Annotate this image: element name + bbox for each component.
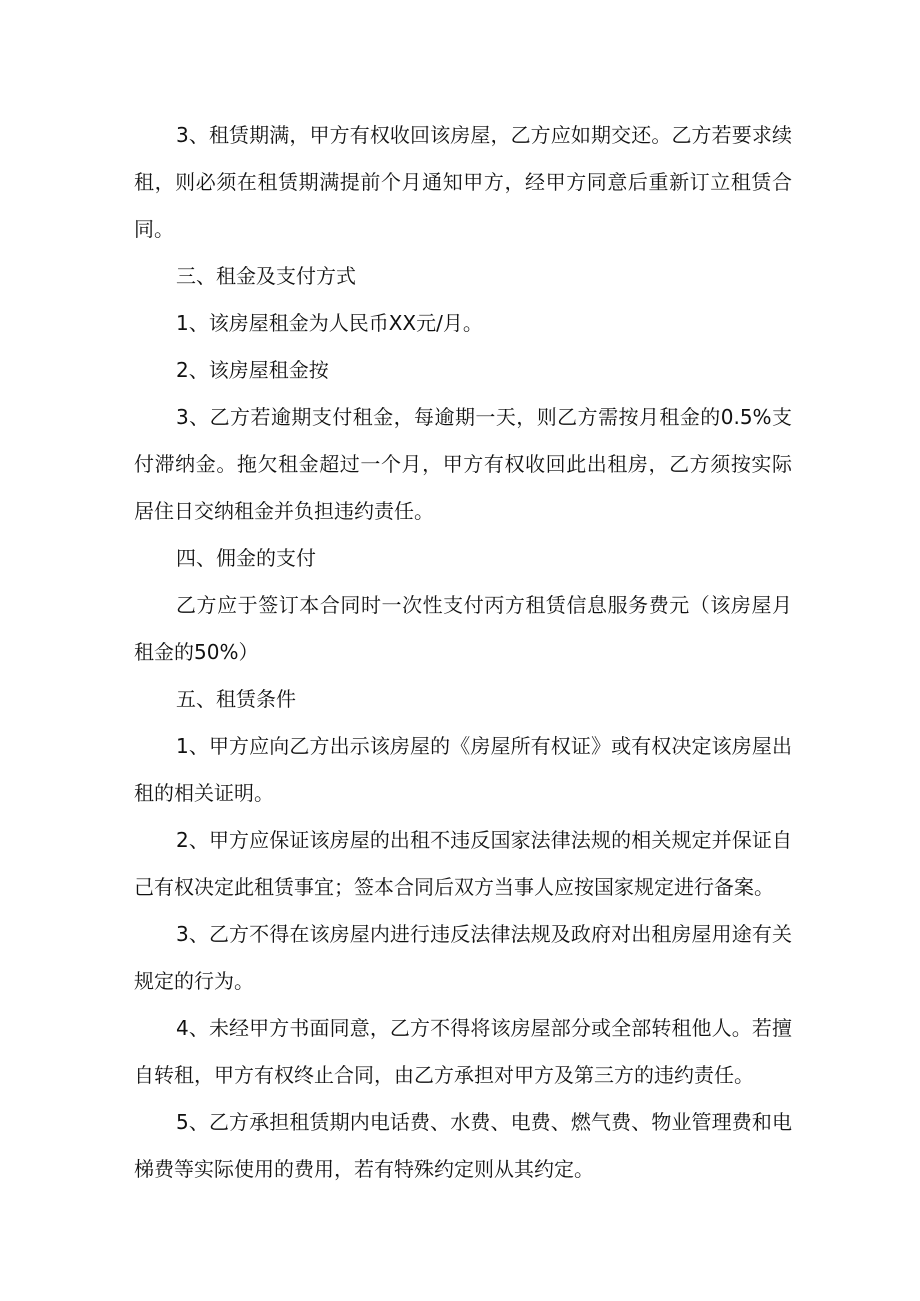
paragraph-condition-5: 5、乙方承担租赁期内电话费、水费、电费、燃气费、物业管理费和电梯费等实际使用的费用，若有特殊约定则从其约定。 bbox=[134, 1110, 792, 1181]
heading-commission: 四、佣金的支付 bbox=[176, 546, 316, 570]
paragraph-late-payment: 3、乙方若逾期支付租金，每逾期一天，则乙方需按月租金的0.5%支付滞纳金。拖欠租金超过一个月，甲方有权收回此出租房，乙方须按实际居住日交纳租金并负担违约责任。 bbox=[134, 405, 792, 523]
paragraph-lease-expiry: 3、租赁期满，甲方有权收回该房屋，乙方应如期交还。乙方若要求续租，则必须在租赁期满提前个月通知甲方，经甲方同意后重新订立租赁合同。 bbox=[134, 123, 792, 241]
paragraph-rent-amount: 1、该房屋租金为人民币XX元/月。 bbox=[176, 311, 483, 335]
paragraph-condition-1: 1、甲方应向乙方出示该房屋的《房屋所有权证》或有权决定该房屋出租的相关证明。 bbox=[134, 734, 792, 805]
paragraph-condition-3: 3、乙方不得在该房屋内进行违反法律法规及政府对出租房屋用途有关规定的行为。 bbox=[134, 922, 792, 993]
paragraph-rent-method: 2、该房屋租金按 bbox=[176, 358, 329, 382]
paragraph-condition-4: 4、未经甲方书面同意，乙方不得将该房屋部分或全部转租他人。若擅自转租，甲方有权终止合同，由乙方承担对甲方及第三方的违约责任。 bbox=[134, 1016, 792, 1087]
heading-lease-conditions: 五、租赁条件 bbox=[176, 687, 296, 711]
document-body bbox=[134, 112, 792, 1193]
paragraph-commission-fee: 乙方应于签订本合同时一次性支付丙方租赁信息服务费元（该房屋月租金的50%） bbox=[134, 593, 792, 664]
heading-rent-payment: 三、租金及支付方式 bbox=[176, 264, 356, 288]
paragraph-condition-2: 2、甲方应保证该房屋的出租不违反国家法律法规的相关规定并保证自己有权决定此租赁事宜；签本合同后双方当事人应按国家规定进行备案。 bbox=[134, 828, 792, 899]
